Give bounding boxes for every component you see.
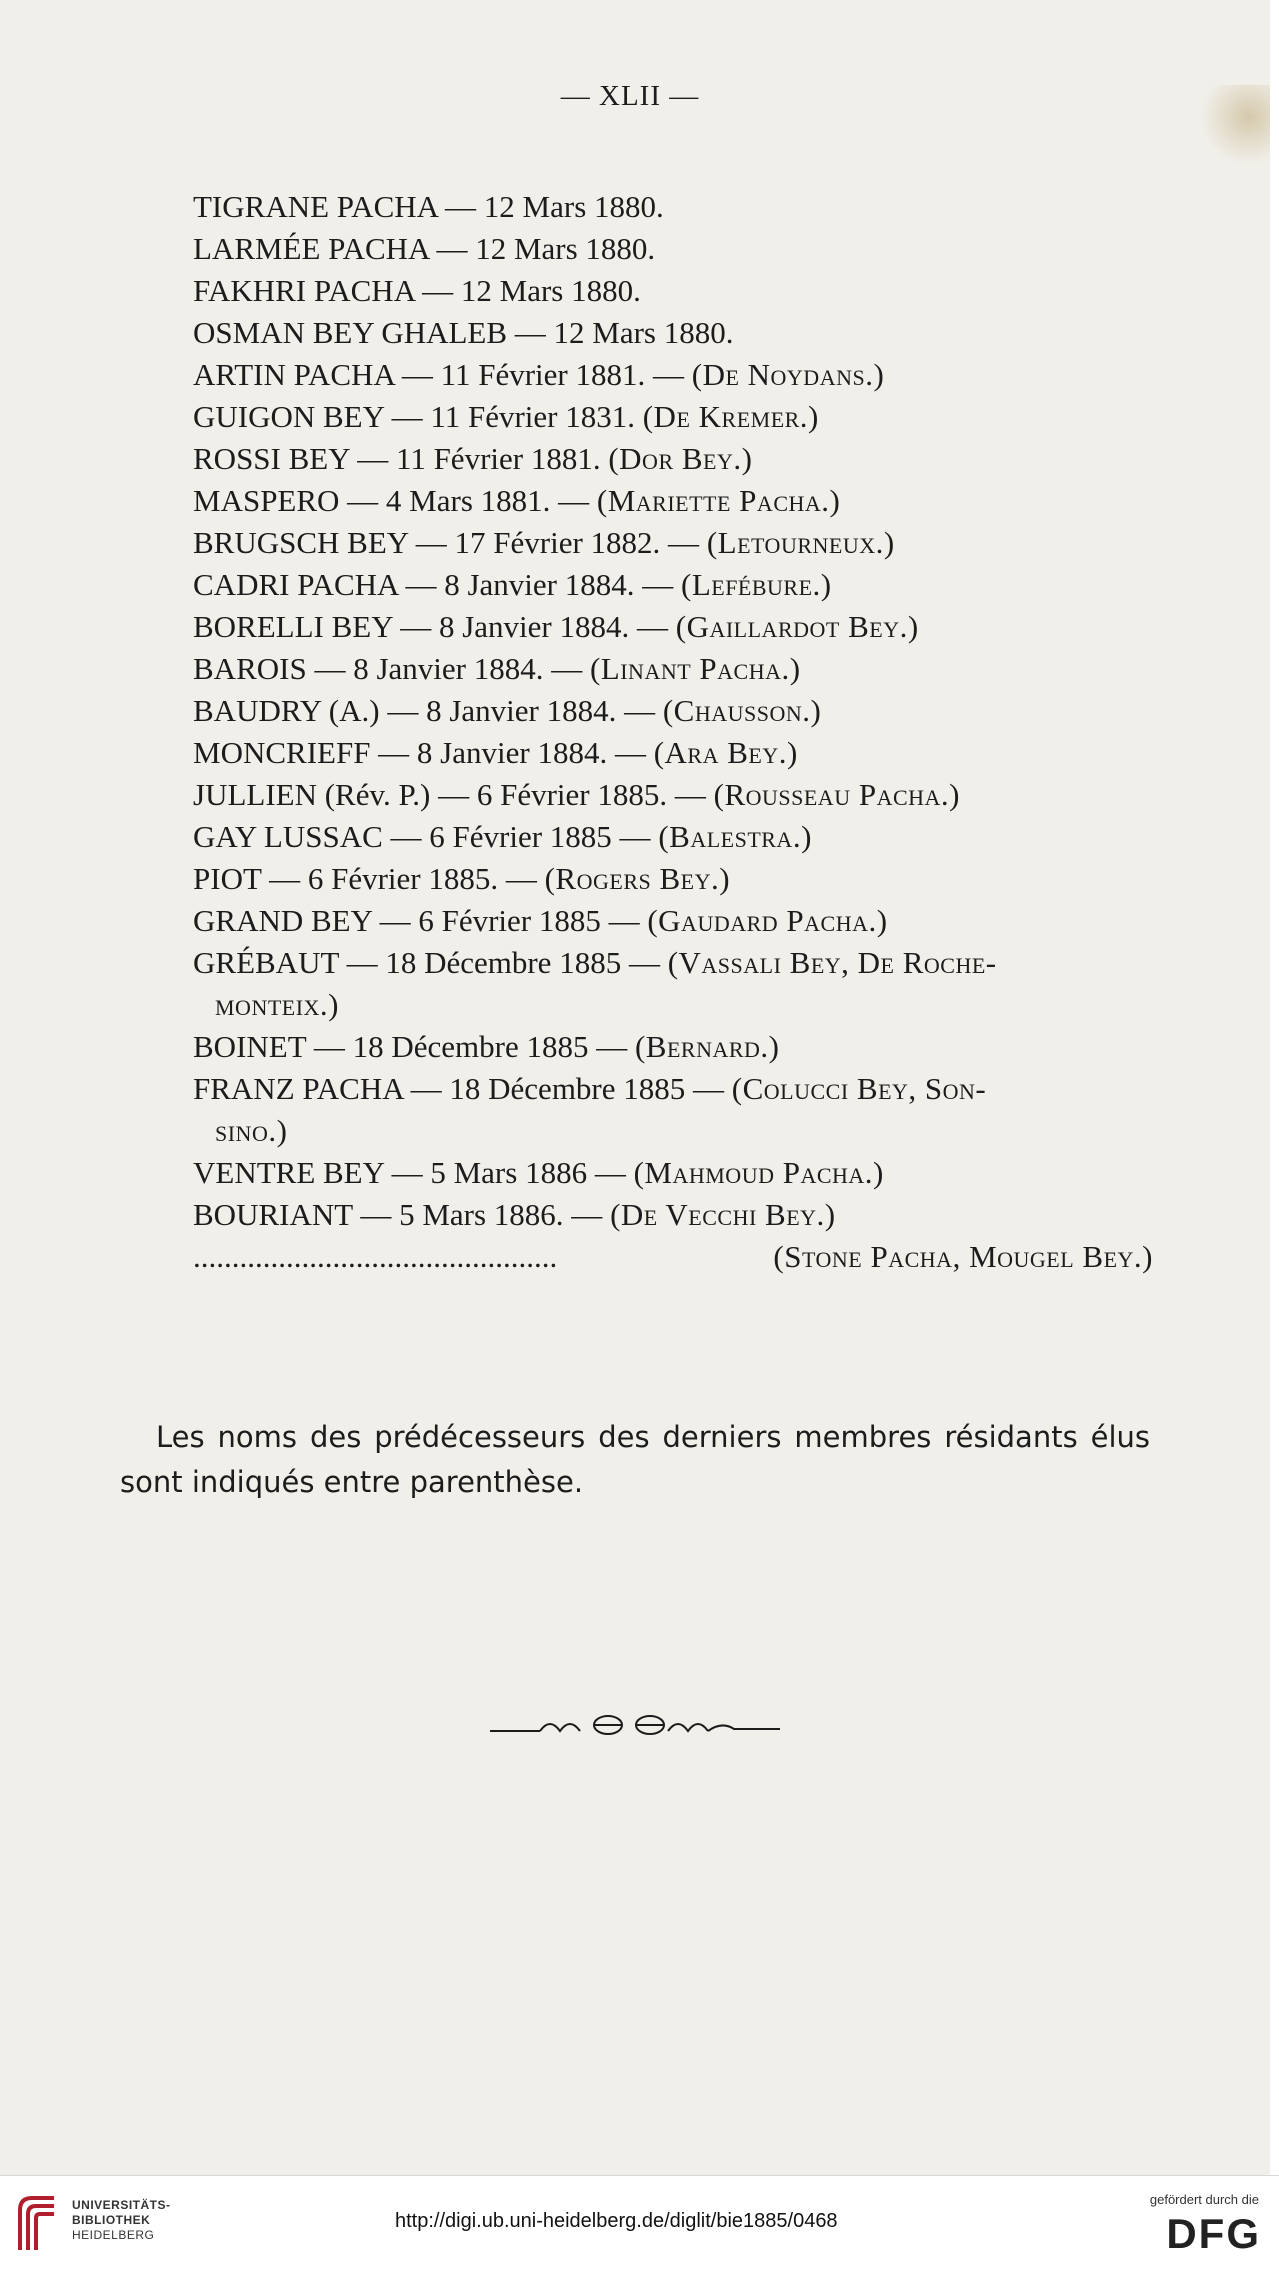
predecessor-name: (Dor Bey.) [608,441,753,476]
entry-text: TIGRANE PACHA — 12 Mars 1880. [193,189,664,224]
predecessor-name: (Mahmoud Pacha.) [633,1155,884,1190]
predecessor-name: (Balestra.) [658,819,812,854]
entry-text: CADRI PACHA — 8 Janvier 1884. — [193,567,681,602]
member-entry [193,396,1153,438]
entry-text: BOINET — 18 Décembre 1885 — [193,1029,635,1064]
member-entry-dotted [193,1236,1153,1278]
entry-text: MONCRIEFF — 8 Janvier 1884. — [193,735,654,770]
member-entry [193,522,1153,564]
dfg-logo: DFG [1166,2210,1261,2257]
member-entry [193,1194,1153,1236]
entry-text: GUIGON BEY — 11 Février 1831. [193,399,643,434]
member-entry [193,1110,1153,1152]
entry-text: LARMÉE PACHA — 12 Mars 1880. [193,231,656,266]
footnote-paragraph: Les noms des prédécesseurs des derniers membres résidants élus sont indiqués entre parenthèse. [120,1420,1150,1499]
predecessor-name: (Gaudard Pacha.) [647,903,888,938]
member-entry [193,984,1153,1026]
predecessor-name: (Lefébure.) [681,567,832,602]
member-entry [193,354,1153,396]
entry-text: GRÉBAUT — 18 Décembre 1885 — [193,945,668,980]
predecessor-name: (Stone Pacha, Mougel Bey.) [773,1239,1153,1274]
predecessor-name: (Chausson.) [662,693,822,728]
member-entry [193,690,1153,732]
entry-text: FRANZ PACHA — 18 Décembre 1885 — [193,1071,732,1106]
entry-text: BRUGSCH BEY — 17 Février 1882. — [193,525,707,560]
predecessor-name: (De Noydans.) [691,357,885,392]
page-edge [1270,0,1279,2175]
member-entry [193,438,1153,480]
member-entry [193,564,1153,606]
predecessor-name: (Gaillardot Bey.) [675,609,919,644]
predecessor-name: (Vassali Bey, De Roche- [667,945,997,980]
digitization-footer [0,2175,1279,2269]
predecessor-name: monteix.) [215,987,340,1022]
member-entry [193,312,1153,354]
predecessor-name: (Linant Pacha.) [589,651,801,686]
member-entry [193,1026,1153,1068]
member-entry [193,774,1153,816]
entry-text: GAY LUSSAC — 6 Février 1885 — [193,819,659,854]
member-entry [193,270,1153,312]
entry-text: GRAND BEY — 6 Février 1885 — [193,903,648,938]
member-list [193,186,1153,1278]
member-entry [193,942,1153,984]
member-entry [193,1152,1153,1194]
entry-text: ROSSI BEY — 11 Février 1881. [193,441,609,476]
member-entry [193,186,1153,228]
university-library-logo-icon [14,2192,62,2254]
entry-text: BAROIS — 8 Janvier 1884. — [193,651,590,686]
entry-text: OSMAN BEY GHALEB — 12 Mars 1880. [193,315,734,350]
member-entry [193,606,1153,648]
permalink-url[interactable]: http://digi.ub.uni-heidelberg.de/diglit/bie1885/0468 [395,2210,838,2232]
member-entry [193,858,1153,900]
member-entry [193,228,1153,270]
entry-text: JULLIEN (Rév. P.) — 6 Février 1885. — [193,777,714,812]
member-entry [193,732,1153,774]
entry-text: PIOT — 6 Février 1885. — [193,861,545,896]
member-entry [193,1068,1153,1110]
predecessor-name: (Rogers Bey.) [544,861,731,896]
predecessor-name: (Mariette Pacha.) [596,483,841,518]
predecessor-name: (Ara Bey.) [653,735,798,770]
predecessor-name: (Rousseau Pacha.) [713,777,960,812]
member-entry [193,480,1153,522]
entry-text: BAUDRY (A.) — 8 Janvier 1884. — [193,693,663,728]
entry-text: BOURIANT — 5 Mars 1886. — [193,1197,611,1232]
member-entry [193,648,1153,690]
member-entry [193,816,1153,858]
predecessor-name: (De Vecchi Bey.) [610,1197,836,1232]
predecessor-name: sino.) [215,1113,288,1148]
entry-text: VENTRE BEY — 5 Mars 1886 — [193,1155,634,1190]
entry-text: FAKHRI PACHA — 12 Mars 1880. [193,273,641,308]
entry-text: ARTIN PACHA — 11 Février 1881. — [193,357,692,392]
library-name: UNIVERSITÄTS- BIBLIOTHEK HEIDELBERG [72,2198,171,2242]
ornament-divider-icon [490,1705,780,1745]
entry-text: MASPERO — 4 Mars 1881. — [193,483,597,518]
predecessor-name: (Bernard.) [634,1029,780,1064]
predecessor-name: (Colucci Bey, Son- [731,1071,987,1106]
predecessor-name: (De Kremer.) [642,399,819,434]
page-header: — XLII — [560,80,700,112]
entry-text: BORELLI BEY — 8 Janvier 1884. — [193,609,676,644]
dot-leader: ............................................... [193,1239,558,1274]
predecessor-name: (Letourneux.) [706,525,895,560]
funding-caption: gefördert durch die [1149,2192,1259,2207]
member-entry [193,900,1153,942]
